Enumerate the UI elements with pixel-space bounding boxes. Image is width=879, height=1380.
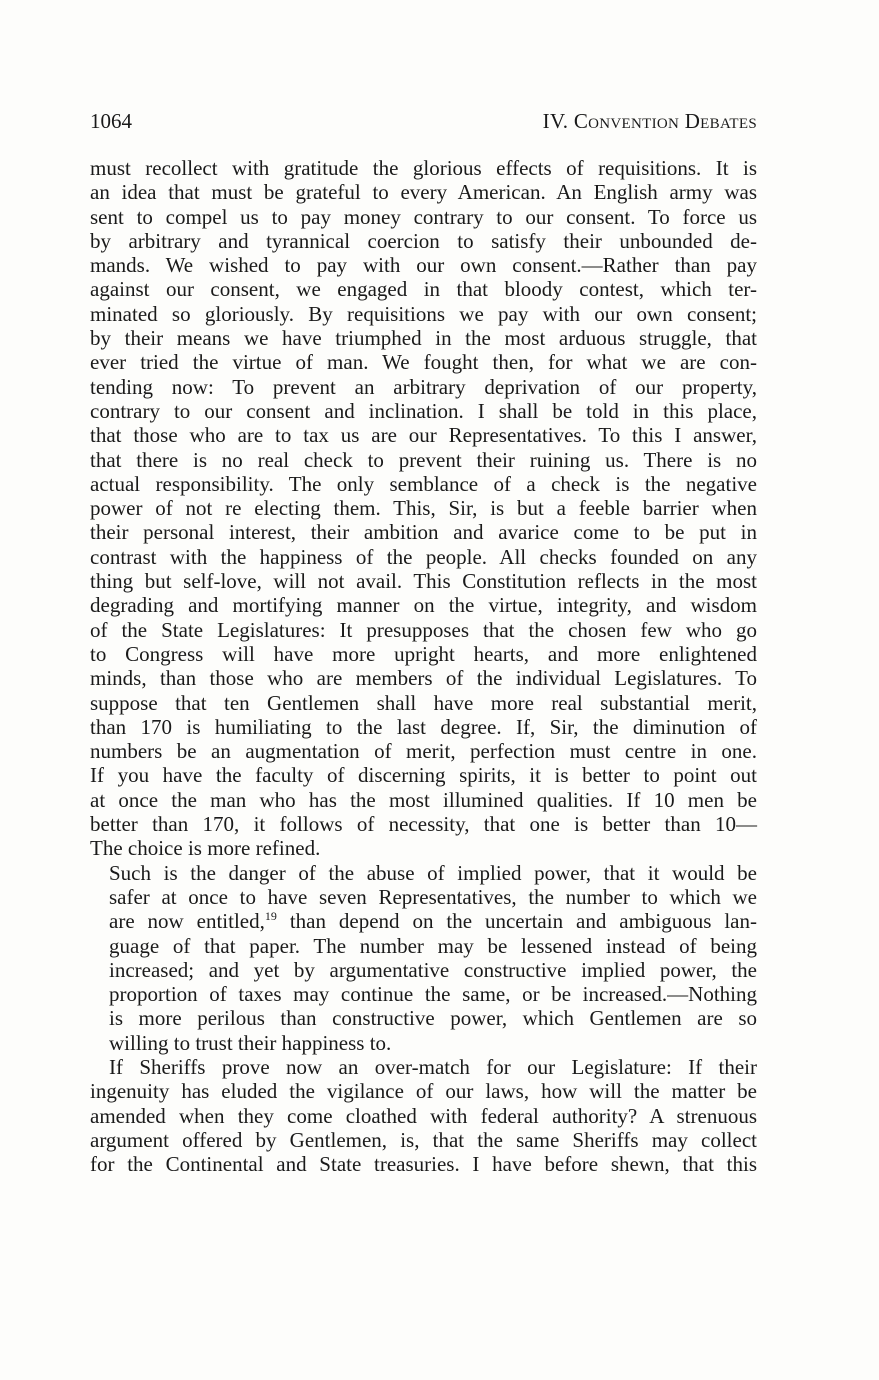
text-line: than 170 is humiliating to the last degree. If, Sir, the diminution of [90,714,757,739]
paragraph [90,861,757,1055]
text-line: amended when they come cloathed with federal authority? A strenuous [90,1103,757,1128]
text-line: that there is no real check to prevent their ruining us. There is no [90,447,757,472]
text-line: suppose that ten Gentlemen shall have more real substantial merit, [90,690,757,715]
text-line: of the State Legislatures: It presupposes that the chosen few who go [90,617,757,642]
text-line: must recollect with gratitude the glorious effects of requisitions. It is [90,156,757,180]
text-line: contrast with the happiness of the people. All checks founded on any [90,544,757,569]
text-line: minds, than those who are members of the individual Legislatures. To [90,666,757,691]
text-line: numbers be an augmentation of merit, perfection must centre in one. [90,739,757,764]
text-line: minated so gloriously. By requisitions we pay with our own consent; [90,301,757,326]
text-line: argument offered by Gentlemen, is, that the same Sheriffs may collect [90,1127,757,1152]
text-line: If Sheriffs prove now an over-match for our Legislature: If their [109,1054,757,1079]
text-line: The choice is more refined. [90,836,321,861]
text-line: for the Continental and State treasuries. I have before shewn, that this [90,1152,757,1177]
page-number: 1064 [90,109,132,133]
running-head [90,106,757,136]
text-line [90,909,757,933]
text-line: an idea that must be grateful to every American. An English army was [90,180,757,205]
text-line: their personal interest, their ambition and avarice come to be put in [90,520,757,545]
text-line: increased; and yet by argumentative constructive implied power, the [109,957,757,982]
text-line: thing but self-love, will not avail. This Constitution reflects in the most [90,569,757,594]
text-line: degrading and mortifying manner on the virtue, integrity, and wisdom [90,593,757,618]
text-line: mands. We wished to pay with our own consent.—Rather than pay [90,253,757,278]
text-line: sent to compel us to pay money contrary to our consent. To force us [90,204,757,229]
text-line: tending now: To prevent an arbitrary deprivation of our property, [90,374,757,399]
text-line: safer at once to have seven Representatives, the number to which we [109,884,757,909]
text-line: better than 170, it follows of necessity, that one is better than 10— [90,812,757,837]
text-line: willing to trust their happiness to. [109,1030,392,1055]
text-fragment: than depend on the uncertain and ambiguous lan- [276,909,757,934]
text-line: at once the man who has the most illumined qualities. If 10 men be [90,787,757,812]
text-line: If you have the faculty of discerning spirits, it is better to point out [90,763,757,788]
section-title [543,106,757,136]
text-line: proportion of taxes may continue the same, or be increased.—Nothing [109,982,757,1007]
text-line: by their means we have triumphed in the most arduous struggle, that [90,326,757,351]
text-line: power of not re electing them. This, Sir, is but a feeble barrier when [90,496,757,521]
paragraph [90,156,757,861]
text-line: by arbitrary and tyrannical coercion to satisfy their unbounded de- [90,228,757,253]
footnote-reference[interactable]: 19 [264,909,277,924]
text-line: against our consent, we engaged in that bloody contest, which ter- [90,277,757,302]
text-line: contrary to our consent and inclination. I shall be told in this place, [90,398,757,423]
paragraph [90,1055,757,1176]
text-fragment: are now entitled, [109,909,265,934]
text-line: ingenuity has eluded the vigilance of our laws, how will the matter be [90,1079,757,1104]
text-line: guage of that paper. The number may be lessened instead of being [109,933,757,958]
text-line: ever tried the virtue of man. We fought then, for what we are con- [90,350,757,375]
text-line: to Congress will have more upright hearts, and more enlightened [90,641,757,666]
section-roman: IV. [542,109,569,133]
text-line: actual responsibility. The only semblance of a check is the negative [90,471,757,496]
section-title-text: Convention Debates [573,109,757,133]
body-text [90,156,757,1176]
text-line: is more perilous than constructive power, which Gentlemen are so [109,1006,757,1031]
text-line: Such is the danger of the abuse of implied power, that it would be [109,860,757,885]
text-line: that those who are to tax us are our Representatives. To this I answer, [90,423,757,448]
